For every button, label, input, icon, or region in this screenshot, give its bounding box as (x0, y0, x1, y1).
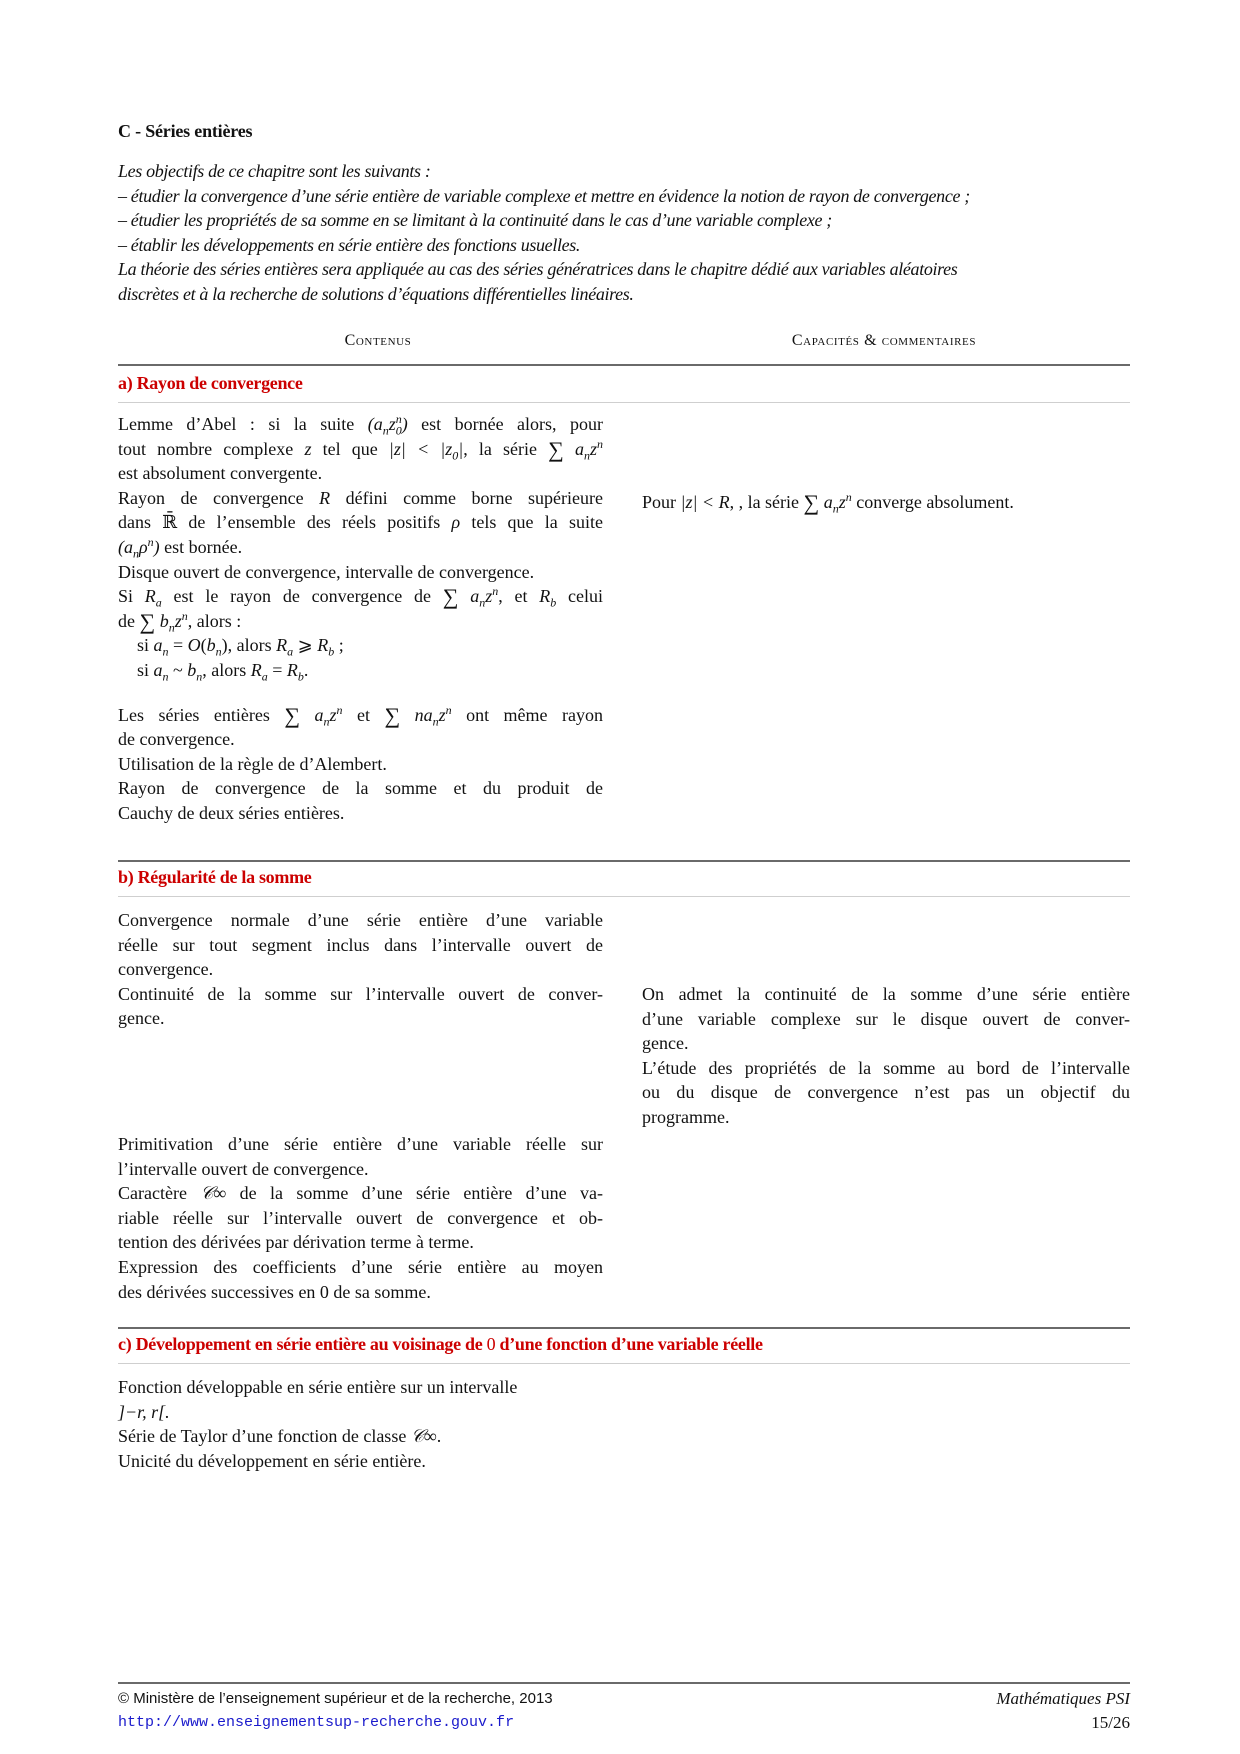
text-line: Si $R_a$ est le rayon de convergence de ∑ $a_nz^n$, et $R_b$ celui (118, 584, 603, 610)
text-line: ]−r, r[. (118, 1401, 170, 1422)
text-line: Caractère 𝒞∞ de la somme d’une série entière d’une va- (118, 1183, 603, 1204)
text-line: On admet la continuité de la somme d’une série entière (642, 984, 1130, 1004)
text-line: tout nombre complexe z tel que $|z| < |z_0|$, la série ∑ $a_nz^n$ (118, 436, 604, 463)
text-line: tention des dérivées par dérivation terme à terme. (118, 1232, 474, 1253)
footer-page-number: 15/26 (1091, 1713, 1130, 1732)
text-line: Expression des coefficients d’une série entière au moyen (118, 1256, 603, 1277)
intro-bullet: – étudier les propriétés de sa somme en se limitant à la continuité dans le cas d’une variable complexe ; (118, 210, 832, 231)
section-title-developpement: c) Développement en série entière au voisinage de 0 d’une fonction d’une variable réelle (118, 1334, 763, 1354)
section-a-contenus (118, 412, 603, 826)
text-line: si $a_n = O(b_n)$, alors $R_a$ ⩾ $R_b$ ; (137, 635, 344, 659)
text-line: Rayon de convergence R défini comme borne supérieure (118, 487, 603, 508)
text-line: de ∑ $b_nz^n$, alors : (118, 608, 242, 635)
section-a-capacites (642, 490, 1130, 515)
text-line: gence. (642, 1033, 689, 1054)
footer-url-link[interactable]: http://www.enseignementsup-recherche.gouv.fr (118, 1714, 515, 1731)
text-line: Disque ouvert de convergence, intervalle de convergence. (118, 561, 535, 582)
header-rule (118, 364, 1130, 366)
section-divider (118, 1363, 1130, 1364)
intro-bullet: – établir les développements en série entière des fonctions usuelles. (118, 234, 581, 255)
text-line: convergence. (118, 959, 214, 980)
text-line: Unicité du développement en série entière. (118, 1450, 426, 1471)
text-line: Les séries entières ∑ $a_nz^n$ et ∑ $na_nz^n$ ont même rayon (118, 702, 603, 729)
text-line: est absolument convergente. (118, 463, 323, 484)
footer-copyright: © Ministère de l’enseignement supérieur et de la recherche, 2013 (118, 1690, 553, 1707)
text-line: Primitivation d’une série entière d’une variable réelle sur (118, 1134, 603, 1154)
section-divider (118, 896, 1130, 897)
intro-closing: La théorie des séries entières sera appliquée au cas des séries génératrices dans le chapitre dédié aux variables aléatoires (118, 259, 958, 280)
intro-closing: discrètes et à la recherche de solutions d’équations différentielles linéaires. (118, 283, 634, 304)
section-b-contenus-bottom (118, 1132, 603, 1304)
text-line: riable réelle sur l’intervalle ouvert de convergence et ob- (118, 1207, 603, 1228)
section-title-regularite: b) Régularité de la somme (118, 867, 312, 887)
section-rule (118, 1327, 1130, 1329)
text-line: de convergence. (118, 729, 235, 750)
text-line: ou du disque de convergence n’est pas un objectif du (642, 1082, 1130, 1103)
intro-lead: Les objectifs de ce chapitre sont les suivants : (118, 161, 431, 181)
section-c-contenus (118, 1375, 603, 1473)
footer-subject: Mathématiques PSI (996, 1689, 1130, 1708)
section-title-rayon: a) Rayon de convergence (118, 373, 303, 393)
text-line: Utilisation de la règle de d’Alembert. (118, 753, 387, 774)
chapter-title: C - Séries entières (118, 121, 253, 141)
text-line: Série de Taylor d’une fonction de classe 𝒞∞. (118, 1426, 442, 1447)
text-line: l’intervalle ouvert de convergence. (118, 1158, 369, 1179)
section-divider (118, 402, 1130, 403)
text-line: Pour |z| < R, , la série ∑ $a_nz^n$ converge absolument. (642, 490, 1014, 516)
text-line: programme. (642, 1106, 730, 1127)
text-line: si $a_n$ ~ $b_n$, alors $R_a = R_b$. (137, 659, 309, 684)
text-line: d’une variable complexe sur le disque ouvert de conver- (642, 1008, 1130, 1029)
text-line: Continuité de la somme sur l’intervalle ouvert de conver- (118, 983, 603, 1004)
column-header-capacites: Capacités & commentaires (791, 332, 977, 349)
section-b-capacites (642, 982, 1130, 1130)
intro-bullet: – étudier la convergence d’une série entière de variable complexe et mettre en évidence la notion de rayon de convergence ; (118, 185, 970, 206)
section-b-contenus-top (118, 908, 603, 1031)
text-line: Rayon de convergence de la somme et du produit de (118, 778, 603, 799)
text-line: des dérivées successives en 0 de sa somme. (118, 1281, 431, 1302)
text-line: gence. (118, 1008, 165, 1029)
column-header-contenus: Contenus (344, 332, 412, 349)
text-line: $(a_n\rho^n)$ est bornée. (118, 534, 243, 561)
footer-rule (118, 1682, 1130, 1684)
text-line: Cauchy de deux séries entières. (118, 802, 345, 823)
text-line: Convergence normale d’une série entière d’une variable (118, 910, 603, 930)
chapter-intro (118, 159, 1130, 307)
text-line: réelle sur tout segment inclus dans l’intervalle ouvert de (118, 934, 603, 955)
section-rule (118, 860, 1130, 862)
text-line: Lemme d’Abel : si la suite $(a_nz_0^n)$ est bornée alors, pour (118, 412, 604, 438)
text-line: Fonction développable en série entière sur un intervalle (118, 1377, 518, 1397)
text-line: L’étude des propriétés de la somme au bord de l’intervalle (642, 1057, 1130, 1078)
text-line: dans ℝ̄ de l’ensemble des réels positifs ρ tels que la suite (118, 512, 603, 533)
